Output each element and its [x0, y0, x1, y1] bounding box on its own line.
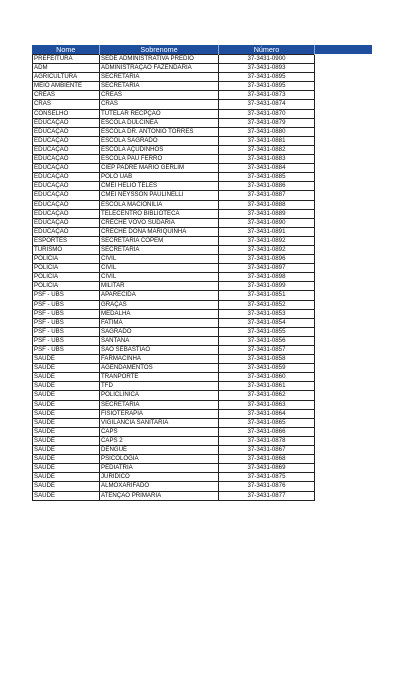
table-row: [33, 464, 315, 473]
cell-numero: 37-3431-0874: [219, 100, 315, 109]
table-row: [33, 264, 315, 273]
cell-nome: EDUCAÇÃO: [33, 227, 100, 236]
cell-numero: 37-3431-0854: [219, 318, 315, 327]
table-row: [33, 236, 315, 245]
cell-numero: 37-3431-0892: [219, 236, 315, 245]
cell-numero: 37-3431-0858: [219, 355, 315, 364]
table-row: [33, 382, 315, 391]
cell-numero: 37-3431-0879: [219, 118, 315, 127]
cell-sobrenome: CMEI NEYSSON PAULINELLI: [100, 191, 219, 200]
cell-numero: 37-3431-0892: [219, 245, 315, 254]
table-row: [33, 327, 315, 336]
cell-numero: 37-3431-0885: [219, 173, 315, 182]
cell-nome: EDUCAÇÃO: [33, 182, 100, 191]
cell-sobrenome: FATIMA: [100, 318, 219, 327]
cell-sobrenome: SECRETARIA: [100, 82, 219, 91]
table-row: [33, 182, 315, 191]
table-row: [33, 482, 315, 491]
cell-numero: 37-3431-0899: [219, 282, 315, 291]
table-row: [33, 309, 315, 318]
cell-numero: 37-3431-0856: [219, 336, 315, 345]
cell-sobrenome: SAGRADO: [100, 327, 219, 336]
table-row: [33, 191, 315, 200]
cell-nome: SAUDE: [33, 455, 100, 464]
cell-nome: PSF - UBS: [33, 327, 100, 336]
cell-nome: SAUDE: [33, 464, 100, 473]
table-row: [33, 118, 315, 127]
cell-numero: 37-3431-0888: [219, 200, 315, 209]
cell-sobrenome: CREAS: [100, 91, 219, 100]
cell-sobrenome: POLICLINICA: [100, 391, 219, 400]
cell-numero: 37-3431-0868: [219, 455, 315, 464]
cell-nome: POLICIA: [33, 273, 100, 282]
cell-nome: SAUDE: [33, 400, 100, 409]
cell-sobrenome: CAPS: [100, 427, 219, 436]
table-row: [33, 82, 315, 91]
cell-numero: 37-3431-0891: [219, 227, 315, 236]
cell-sobrenome: ALMOXARIFADO: [100, 482, 219, 491]
cell-sobrenome: PEDIATRIA: [100, 464, 219, 473]
cell-nome: ADM: [33, 64, 100, 73]
cell-sobrenome: SECRETARIA: [100, 245, 219, 254]
cell-numero: 37-3431-0897: [219, 264, 315, 273]
table-row: [33, 427, 315, 436]
table-row: [33, 409, 315, 418]
table-row: [33, 200, 315, 209]
cell-nome: CREAS: [33, 91, 100, 100]
cell-numero: 37-3431-0861: [219, 382, 315, 391]
cell-sobrenome: SEDE ADMINISTRATIVA PREDIO: [100, 55, 219, 64]
table-row: [33, 209, 315, 218]
cell-numero: 37-3431-0860: [219, 373, 315, 382]
table-row: [33, 109, 315, 118]
table-row: [33, 355, 315, 364]
table-row: [33, 91, 315, 100]
cell-nome: SAUDE: [33, 355, 100, 364]
cell-nome: CRAS: [33, 100, 100, 109]
cell-nome: POLICIA: [33, 282, 100, 291]
table-row: [33, 255, 315, 264]
cell-nome: SAUDE: [33, 409, 100, 418]
cell-numero: 37-3431-0880: [219, 127, 315, 136]
cell-nome: EDUCAÇÃO: [33, 145, 100, 154]
cell-numero: 37-3431-0884: [219, 164, 315, 173]
cell-numero: 37-3431-0877: [219, 491, 315, 500]
header-sobrenome: Sobrenome: [100, 45, 219, 55]
cell-nome: SAUDE: [33, 373, 100, 382]
cell-nome: AGRICULTURA: [33, 73, 100, 82]
cell-sobrenome: CIVIL: [100, 264, 219, 273]
cell-sobrenome: MEDALHA: [100, 309, 219, 318]
cell-nome: SAUDE: [33, 427, 100, 436]
table-row: [33, 145, 315, 154]
cell-nome: PSF - UBS: [33, 309, 100, 318]
cell-numero: 37-3431-0889: [219, 209, 315, 218]
header-nome: Nome: [33, 45, 100, 55]
cell-nome: EDUCAÇÃO: [33, 209, 100, 218]
cell-numero: 37-3431-0893: [219, 64, 315, 73]
cell-numero: 37-3431-0875: [219, 473, 315, 482]
cell-sobrenome: SÃO SEBASTIAO: [100, 346, 219, 355]
cell-sobrenome: TRANPORTE: [100, 373, 219, 382]
table-row: [33, 64, 315, 73]
cell-numero: 37-3431-0881: [219, 136, 315, 145]
table-row: [33, 436, 315, 445]
table-row: [33, 400, 315, 409]
cell-nome: SAUDE: [33, 436, 100, 445]
cell-sobrenome: CRAS: [100, 100, 219, 109]
cell-numero: 37-3431-0898: [219, 273, 315, 282]
cell-numero: 37-3431-0883: [219, 155, 315, 164]
cell-numero: 37-3431-0865: [219, 418, 315, 427]
cell-sobrenome: ESCOLA PAU FERRO: [100, 155, 219, 164]
table-row: [33, 291, 315, 300]
cell-numero: 37-3431-0882: [219, 145, 315, 154]
cell-sobrenome: CIEP PADRE MARIO GERLIM: [100, 164, 219, 173]
cell-sobrenome: CIVIL: [100, 255, 219, 264]
cell-nome: SAUDE: [33, 473, 100, 482]
table-row: [33, 373, 315, 382]
table-row: [33, 218, 315, 227]
cell-numero: 37-3431-0864: [219, 409, 315, 418]
cell-sobrenome: TUTELAR RECPÇAO: [100, 109, 219, 118]
table-row: [33, 245, 315, 254]
cell-sobrenome: TFD: [100, 382, 219, 391]
cell-numero: 37-3431-0870: [219, 109, 315, 118]
cell-nome: SAUDE: [33, 364, 100, 373]
cell-sobrenome: TELECENTRO BIBLIOTECA: [100, 209, 219, 218]
cell-sobrenome: SANTANA: [100, 336, 219, 345]
cell-sobrenome: JURIDICO: [100, 473, 219, 482]
cell-sobrenome: MILITAR: [100, 282, 219, 291]
cell-nome: POLICIA: [33, 255, 100, 264]
table-row: [33, 100, 315, 109]
cell-nome: EDUCAÇÃO: [33, 118, 100, 127]
cell-nome: EDUCAÇÃO: [33, 164, 100, 173]
cell-numero: 37-3431-0851: [219, 291, 315, 300]
cell-sobrenome: VIGILANCIA SANITARIA: [100, 418, 219, 427]
table-row: [33, 455, 315, 464]
cell-numero: 37-3431-0900: [219, 55, 315, 64]
cell-sobrenome: ESCOLA MACIONILIA: [100, 200, 219, 209]
table-row: [33, 300, 315, 309]
cell-numero: 37-3431-0862: [219, 391, 315, 400]
cell-sobrenome: ESCOLA DR. ANTONIO TORRES: [100, 127, 219, 136]
cell-numero: 37-3431-0895: [219, 73, 315, 82]
cell-sobrenome: ESCOLA DULCINEA: [100, 118, 219, 127]
cell-nome: PSF - UBS: [33, 318, 100, 327]
table-row: [33, 127, 315, 136]
cell-sobrenome: SECRETARIA: [100, 400, 219, 409]
phone-directory-table: [32, 45, 315, 501]
cell-sobrenome: CIVIL: [100, 273, 219, 282]
table-row: [33, 318, 315, 327]
cell-sobrenome: ESCOLA AÇUDINHOS: [100, 145, 219, 154]
cell-nome: TURISMO: [33, 245, 100, 254]
cell-nome: EDUCAÇÃO: [33, 173, 100, 182]
table-row: [33, 491, 315, 500]
table-row: [33, 364, 315, 373]
cell-sobrenome: ATENÇÃO PRIMARIA: [100, 491, 219, 500]
table-body: [33, 55, 315, 501]
table-row: [33, 136, 315, 145]
cell-nome: PSF - UBS: [33, 300, 100, 309]
cell-sobrenome: ADMINISTRAÇÃO FAZENDARIA: [100, 64, 219, 73]
cell-nome: SAUDE: [33, 491, 100, 500]
cell-numero: 37-3431-0887: [219, 191, 315, 200]
cell-nome: PSF - UBS: [33, 346, 100, 355]
cell-sobrenome: CRECHE VOVO SUDARIA: [100, 218, 219, 227]
cell-numero: 37-3431-0895: [219, 82, 315, 91]
table-row: [33, 418, 315, 427]
cell-nome: PREFEITURA: [33, 55, 100, 64]
cell-nome: SAUDE: [33, 418, 100, 427]
cell-sobrenome: AGENDAMENTOS: [100, 364, 219, 373]
cell-nome: CONSELHO: [33, 109, 100, 118]
cell-nome: POLICIA: [33, 264, 100, 273]
cell-sobrenome: FISIOTERAPIA: [100, 409, 219, 418]
cell-numero: 37-3431-0855: [219, 327, 315, 336]
cell-numero: 37-3431-0886: [219, 182, 315, 191]
cell-nome: EDUCAÇÃO: [33, 200, 100, 209]
cell-numero: 37-3431-0869: [219, 464, 315, 473]
cell-sobrenome: CRECHE DONA MARIQUINHA: [100, 227, 219, 236]
cell-nome: MEIO AMBIENTE: [33, 82, 100, 91]
table-row: [33, 55, 315, 64]
table-row: [33, 282, 315, 291]
cell-nome: SAUDE: [33, 382, 100, 391]
table-row: [33, 227, 315, 236]
cell-sobrenome: APARECIDA: [100, 291, 219, 300]
cell-sobrenome: PSICOLOGIA: [100, 455, 219, 464]
table-row: [33, 446, 315, 455]
cell-nome: EDUCAÇÃO: [33, 155, 100, 164]
cell-nome: EDUCAÇÃO: [33, 127, 100, 136]
cell-nome: SAUDE: [33, 482, 100, 491]
cell-sobrenome: SECRETARIA COPEM: [100, 236, 219, 245]
table-row: [33, 164, 315, 173]
cell-nome: EDUCAÇÃO: [33, 136, 100, 145]
cell-sobrenome: CAPS 2: [100, 436, 219, 445]
table-row: [33, 473, 315, 482]
cell-numero: 37-3431-0873: [219, 91, 315, 100]
cell-nome: SAUDE: [33, 446, 100, 455]
table-row: [33, 155, 315, 164]
cell-nome: SAUDE: [33, 391, 100, 400]
cell-nome: PSF - UBS: [33, 291, 100, 300]
cell-nome: EDUCAÇÃO: [33, 191, 100, 200]
cell-sobrenome: SECRETARIA: [100, 73, 219, 82]
cell-numero: 37-3431-0876: [219, 482, 315, 491]
cell-numero: 37-3431-0863: [219, 400, 315, 409]
cell-numero: 37-3431-0859: [219, 364, 315, 373]
cell-numero: 37-3431-0896: [219, 255, 315, 264]
cell-numero: 37-3431-0853: [219, 309, 315, 318]
table-row: [33, 173, 315, 182]
cell-numero: 37-3431-0852: [219, 300, 315, 309]
cell-numero: 37-3431-0857: [219, 346, 315, 355]
table-row: [33, 273, 315, 282]
cell-nome: ESPORTES: [33, 236, 100, 245]
table-row: [33, 391, 315, 400]
cell-nome: PSF - UBS: [33, 336, 100, 345]
cell-sobrenome: POLO UAB: [100, 173, 219, 182]
table-row: [33, 346, 315, 355]
cell-numero: 37-3431-0867: [219, 446, 315, 455]
cell-sobrenome: CMEI HELIO TELES: [100, 182, 219, 191]
cell-sobrenome: ESCOLA SAGRADO: [100, 136, 219, 145]
cell-sobrenome: DENGUE: [100, 446, 219, 455]
cell-sobrenome: FARMACINHA: [100, 355, 219, 364]
cell-nome: EDUCAÇÃO: [33, 218, 100, 227]
header-numero: Número: [219, 45, 315, 55]
table-row: [33, 336, 315, 345]
header-row: [33, 45, 315, 55]
table-row: [33, 73, 315, 82]
cell-sobrenome: GRAÇAS: [100, 300, 219, 309]
cell-numero: 37-3431-0866: [219, 427, 315, 436]
cell-numero: 37-3431-0890: [219, 218, 315, 227]
cell-numero: 37-3431-0878: [219, 436, 315, 445]
